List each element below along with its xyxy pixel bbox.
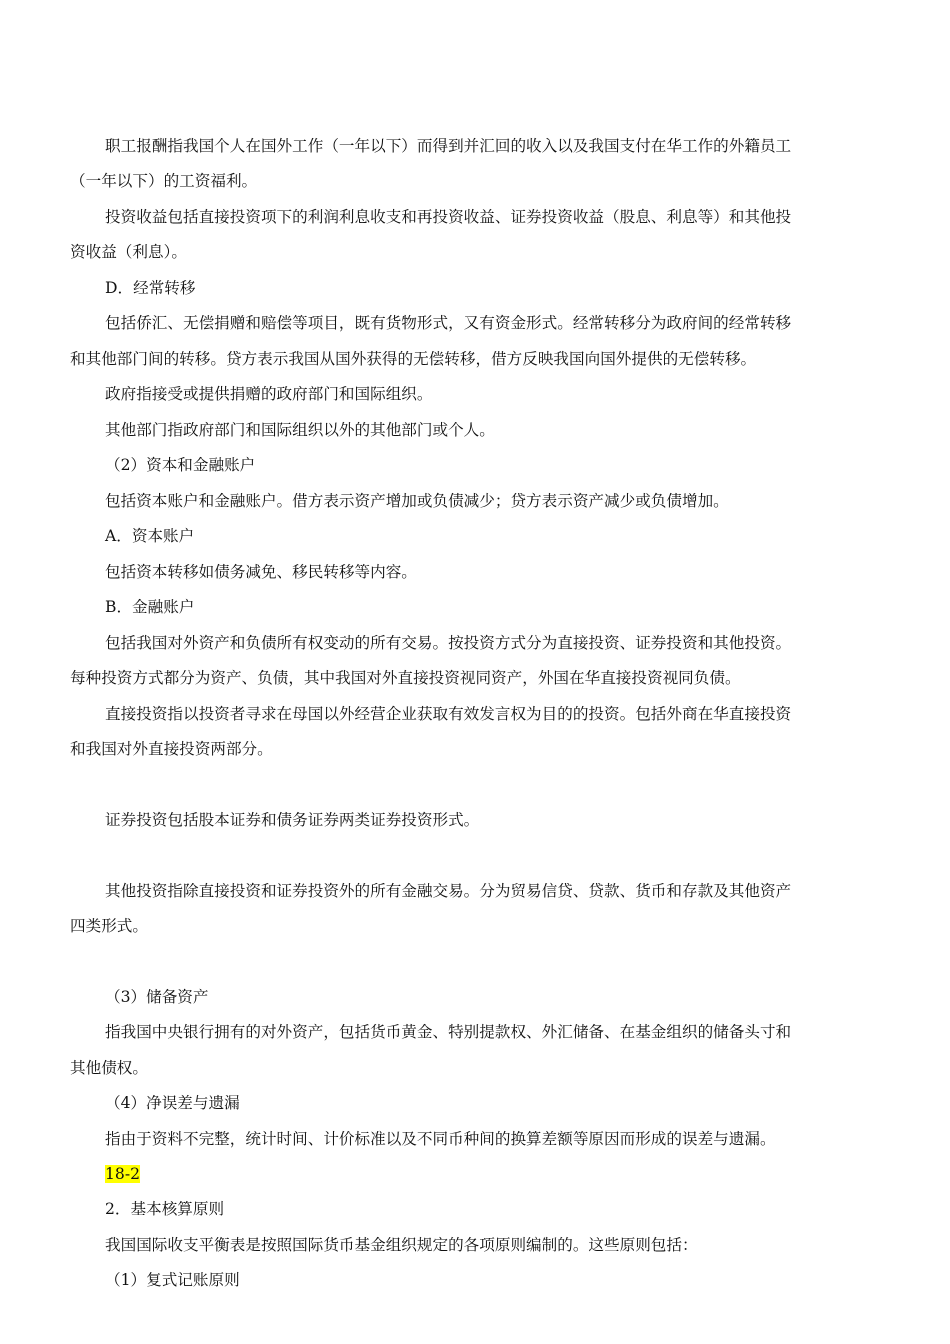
paragraph-line: 包括我国对外资产和负债所有权变动的所有交易。按投资方式分为直接投资、证券投资和其他投资。 bbox=[105, 634, 792, 652]
paragraph-line: 直接投资指以投资者寻求在母国以外经营企业获取有效发言权为目的的投资。包括外商在华直接投资 bbox=[105, 705, 792, 723]
highlighted-marker-text: 18-2 bbox=[105, 1165, 141, 1183]
paragraph-line: 其他投资指除直接投资和证券投资外的所有金融交易。分为贸易信贷、贷款、货币和存款及其他资产 bbox=[105, 882, 792, 900]
paragraph-line: 指我国中央银行拥有的对外资产，包括货币黄金、特别提款权、外汇储备、在基金组织的储备头寸和 bbox=[105, 1023, 792, 1041]
paragraph-line: 四类形式。 bbox=[70, 917, 148, 935]
section-heading: （2）资本和金融账户 bbox=[105, 456, 256, 474]
paragraph-line: 和其他部门间的转移。贷方表示我国从国外获得的无偿转移，借方反映我国向国外提供的无偿转移。 bbox=[70, 350, 757, 368]
paragraph-line: 投资收益包括直接投资项下的利润利息收支和再投资收益、证券投资收益（股息、利息等）和其他投 bbox=[105, 208, 792, 226]
paragraph-line: 职工报酬指我国个人在国外工作（一年以下）而得到并汇回的收入以及我国支付在华工作的外籍员工 bbox=[105, 137, 792, 155]
section-heading: （3）储备资产 bbox=[105, 988, 209, 1006]
paragraph-line: 包括侨汇、无偿捐赠和赔偿等项目，既有货物形式，又有资金形式。经常转移分为政府间的经常转移 bbox=[105, 314, 792, 332]
section-heading: A．资本账户 bbox=[105, 527, 195, 545]
paragraph-line: 政府指接受或提供捐赠的政府部门和国际组织。 bbox=[105, 385, 433, 403]
highlighted-marker bbox=[105, 1163, 140, 1185]
paragraph-line: 每种投资方式都分为资产、负债，其中我国对外直接投资视同资产，外国在华直接投资视同负债。 bbox=[70, 669, 741, 687]
paragraph-line: 资收益（利息）。 bbox=[70, 243, 187, 261]
section-heading: （1）复式记账原则 bbox=[105, 1271, 240, 1289]
paragraph-line: 包括资本转移如债务减免、移民转移等内容。 bbox=[105, 563, 417, 581]
paragraph-line: 和我国对外直接投资两部分。 bbox=[70, 740, 273, 758]
paragraph-line: 我国国际收支平衡表是按照国际货币基金组织规定的各项原则编制的。这些原则包括： bbox=[105, 1236, 698, 1254]
paragraph-line: 指由于资料不完整，统计时间、计价标准以及不同币种间的换算差额等原因而形成的误差与遗漏。 bbox=[105, 1130, 776, 1148]
paragraph-line: 其他债权。 bbox=[70, 1059, 148, 1077]
section-heading: （4）净误差与遗漏 bbox=[105, 1094, 240, 1112]
paragraph-line: 其他部门指政府部门和国际组织以外的其他部门或个人。 bbox=[105, 421, 495, 439]
section-heading: D．经常转移 bbox=[105, 279, 196, 297]
section-heading: 2．基本核算原则 bbox=[105, 1200, 225, 1218]
paragraph-line: （一年以下）的工资福利。 bbox=[70, 172, 258, 190]
paragraph-line: 包括资本账户和金融账户。借方表示资产增加或负债减少；贷方表示资产减少或负债增加。 bbox=[105, 492, 729, 510]
section-heading: B．金融账户 bbox=[105, 598, 195, 616]
paragraph-line: 证券投资包括股本证券和债务证券两类证券投资形式。 bbox=[105, 811, 480, 829]
